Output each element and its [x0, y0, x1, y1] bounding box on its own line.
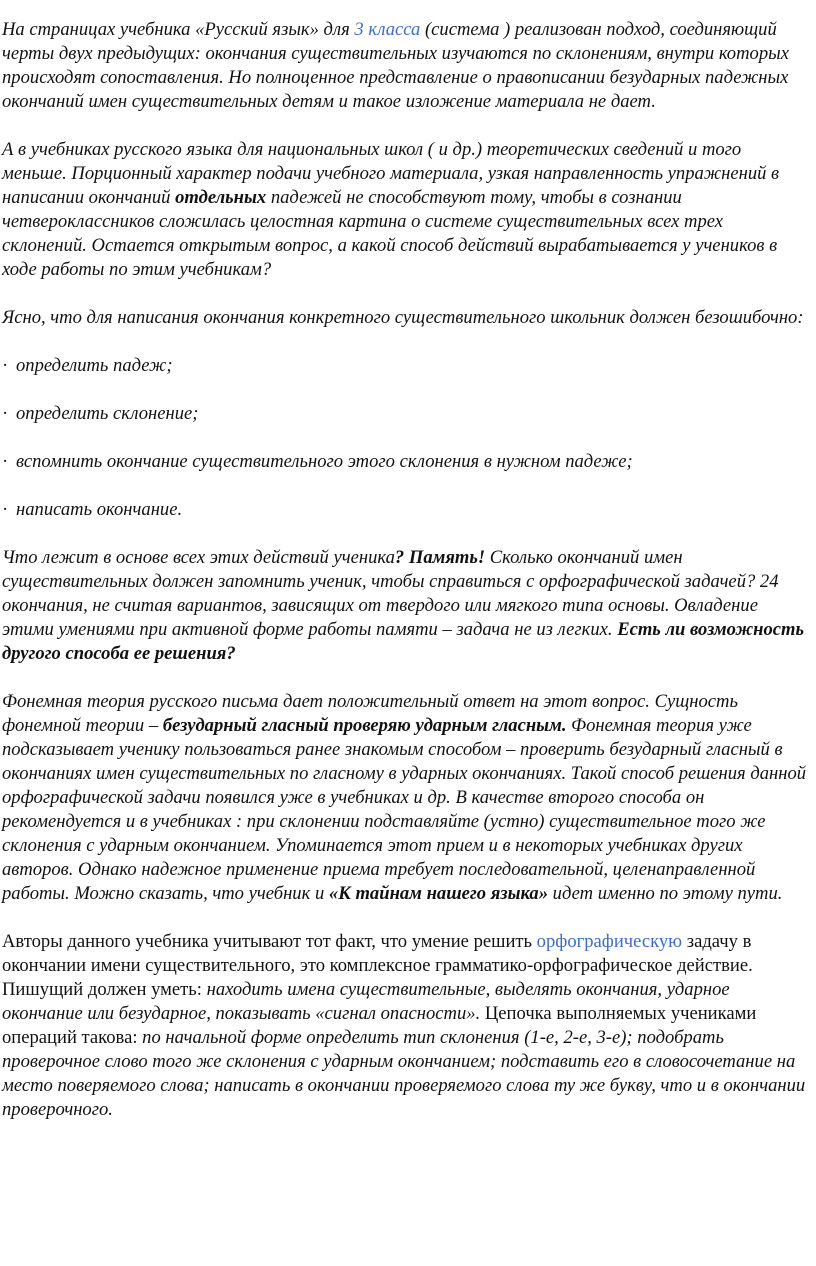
paragraph-5-text-c: идет именно по этому пути.: [548, 883, 783, 904]
paragraph-6-italic-a: находить имена существительные, выделять окончания, ударное окончание или безударное, показывать «сигнал опасности».: [2, 979, 730, 1024]
paragraph-5-bold-b: «К тайнам нашего языка»: [328, 883, 549, 904]
bullet-item-2: [2, 402, 810, 426]
bullet-item-4: [2, 498, 810, 522]
paragraph-2-text-a: А в учебниках русского языка для национальных школ ( и др.) теоретических сведений и того меньше. Порционный характер подачи учебного материала, узкая направленность упражнений в написании окончаний: [2, 139, 780, 208]
paragraph-6-text-c: Цепочка выполняемых учениками операций такова:: [2, 1003, 757, 1048]
paragraph-2: [2, 138, 810, 282]
paragraph-4: [2, 546, 810, 666]
paragraph-4-bold-a: ? Память!: [394, 547, 486, 568]
bullet-dot-icon: ·: [2, 499, 9, 520]
bullet-item-3: [2, 450, 810, 474]
paragraph-4-text-b: Сколько окончаний имен существительных должен запомнить ученик, чтобы справиться с орфографической задачей? 24 окончания, не считая вариантов, зависящих от твердого или мягкого типа основы. Овладение этими умениями при активной форме работы памяти – задача не из легких.: [2, 547, 779, 640]
paragraph-1-text-b: (система ) реализован подход, соединяющий черты двух предыдущих: окончания существительных изучаются по склонениям, внутри которых происходят сопоставления. Но полноценное представление о правописании безударных падежных окончаний имен существительных детям и такое изложение материала не дает.: [2, 19, 789, 112]
bullet-text-3: вспомнить окончание существительного этого склонения в нужном падеже;: [16, 451, 633, 472]
paragraph-4-text-a: Что лежит в основе всех этих действий ученика: [2, 547, 395, 568]
orthographic-link[interactable]: орфографическую: [536, 931, 683, 952]
paragraph-2-bold: отдельных: [175, 187, 267, 208]
paragraph-2-text-b: падежей не способствуют тому, чтобы в сознании четвероклассников сложилась целостная картина о системе существительных всех трех склонений. Остается открытым вопрос, а какой способ действий вырабатывается у учеников в ходе работы по этим учебникам?: [2, 187, 778, 280]
paragraph-5-text-b: Фонемная теория уже подсказывает ученику пользоваться ранее знакомым способом – проверить безударный гласный в окончаниях имен существительных по гласному в ударных окончаниях. Такой способ решения данной орфографической задачи появился уже в учебниках и др. В качестве второго способа он рекомендуется и в учебниках : при склонении подставляйте (устно) существительное того же склонения с ударным окончанием. Упоминается этот прием и в некоторых учебниках других авторов. Однако надежное применение приема требует последовательной, целенаправленной работы. Можно сказать, что учебник и: [2, 715, 807, 904]
paragraph-3: Ясно, что для написания окончания конкретного существительного школьник должен безошибочно:: [2, 307, 804, 328]
bullet-dot-icon: ·: [2, 403, 9, 424]
bullet-item-1: [2, 354, 810, 378]
paragraph-6-text-a: Авторы данного учебника учитывают тот факт, что умение решить: [2, 931, 537, 952]
bullet-dot-icon: ·: [2, 451, 9, 472]
paragraph-1: [2, 18, 810, 114]
paragraph-5: [2, 690, 810, 906]
paragraph-6: [2, 930, 810, 1122]
paragraph-5-bold-a: безударный гласный проверяю ударным гласным.: [162, 715, 567, 736]
paragraph-5-text-a: Фонемная теория русского письма дает положительный ответ на этот вопрос. Сущность фонемной теории –: [2, 691, 738, 736]
bullet-dot-icon: ·: [2, 355, 9, 376]
grade-3-link[interactable]: 3 класса: [354, 19, 421, 40]
bullet-text-1: определить падеж;: [16, 355, 173, 376]
paragraph-4-bold-b: Есть ли возможность другого способа ее решения?: [2, 619, 804, 664]
bullet-text-2: определить склонение;: [16, 403, 199, 424]
paragraph-1-text-a: На страницах учебника «Русский язык» для: [2, 19, 355, 40]
paragraph-6-text-b: задачу в окончании имени существительного, это комплексное грамматико-орфографическое действие. Пишущий должен уметь:: [2, 931, 753, 1000]
paragraph-6-italic-b: по начальной форме определить тип склонения (1-е, 2-е, 3-е); подобрать проверочное слово того же склонения с ударным окончанием; подставить его в словосочетание на место поверяемого слова; написать в окончании проверяемого слова ту же букву, что и в окончании проверочного.: [2, 1027, 806, 1120]
bullet-text-4: написать окончание.: [16, 499, 183, 520]
